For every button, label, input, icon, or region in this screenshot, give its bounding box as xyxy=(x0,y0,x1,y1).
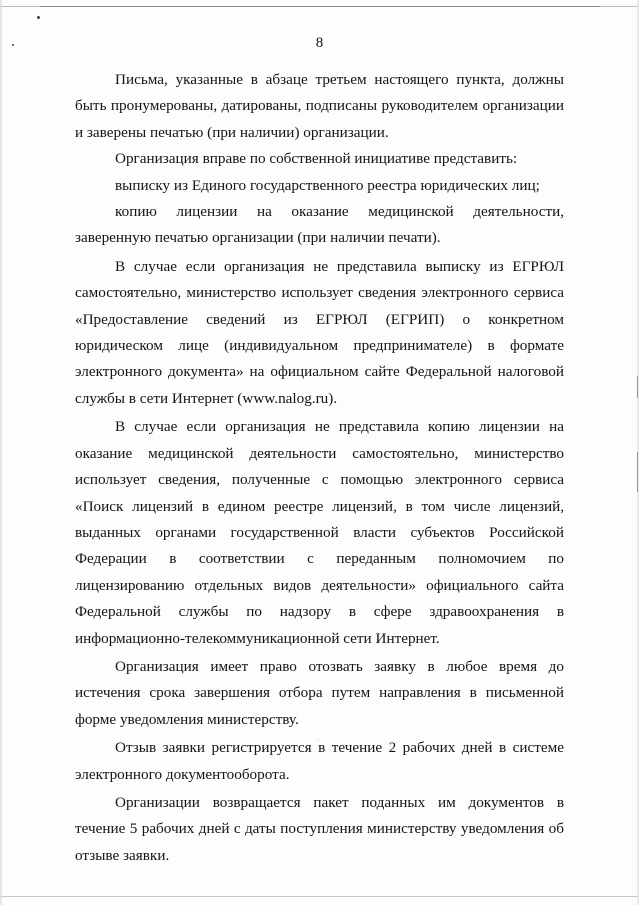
page-number: 8 xyxy=(315,35,324,51)
paragraph: Организация имеет право отозвать заявку в любое время до истечения срока завершения отбора путем направления в письменной форме уведомления министерству. xyxy=(75,657,564,728)
paragraph: Организации возвращается пакет поданных им документов в течение 5 рабочих дней с даты поступления министерству уведомления об отзыве заявки. xyxy=(75,793,564,864)
scan-edge-bottom xyxy=(0,896,639,897)
scan-mark-right xyxy=(637,376,638,398)
paragraph: Письма, указанные в абзаце третьем настоящего пункта, должны быть пронумерованы, датированы, подписаны руководителем организации и заверены печатью (при наличии) организации. xyxy=(75,71,564,141)
scan-mark-right xyxy=(637,452,638,492)
paragraph: Организация вправе по собственной инициативе представить: xyxy=(115,150,518,168)
paragraph: Отзыв заявки регистрируется в течение 2 рабочих дней в системе электронного документооборота. xyxy=(75,739,564,783)
paragraph: В случае если организация не представила копию лицензии на оказание медицинской деятельности самостоятельно, министерство использует сведения, полученные с помощью электронного сервиса «Поиск лицензий в едином реестре лицензий, в том числе лицензий, выданных органами государственной власти субъектов Российской Федерации в соответствии с переданным полномочием по лицензированию отдельных видов деятельности» официального сайта Федеральной службы по надзору в сфере здравоохранения в информационно-телекоммуникационной сети Интернет. xyxy=(75,418,564,647)
paragraph: В случае если организация не представила выписку из ЕГРЮЛ самостоятельно, министерство использует сведения электронного сервиса «Предоставление сведений из ЕГРЮЛ (ЕГРИП) о конкретном юридическом лице (индивидуальном предпринимателе) в формате электронного документа» на официальном сайте Федеральной налоговой службы в сети Интернет (www.nalog.ru). xyxy=(75,257,564,407)
paragraph: копию лицензии на оказание медицинской деятельности, заверенную печатью организации (при наличии печати). xyxy=(75,203,564,247)
document-body xyxy=(75,67,564,869)
paragraph: выписку из Единого государственного реестра юридических лиц; xyxy=(115,176,540,194)
scan-edge-left xyxy=(0,0,3,905)
scan-edge-top-line xyxy=(40,6,600,7)
scan-speck xyxy=(37,16,40,19)
